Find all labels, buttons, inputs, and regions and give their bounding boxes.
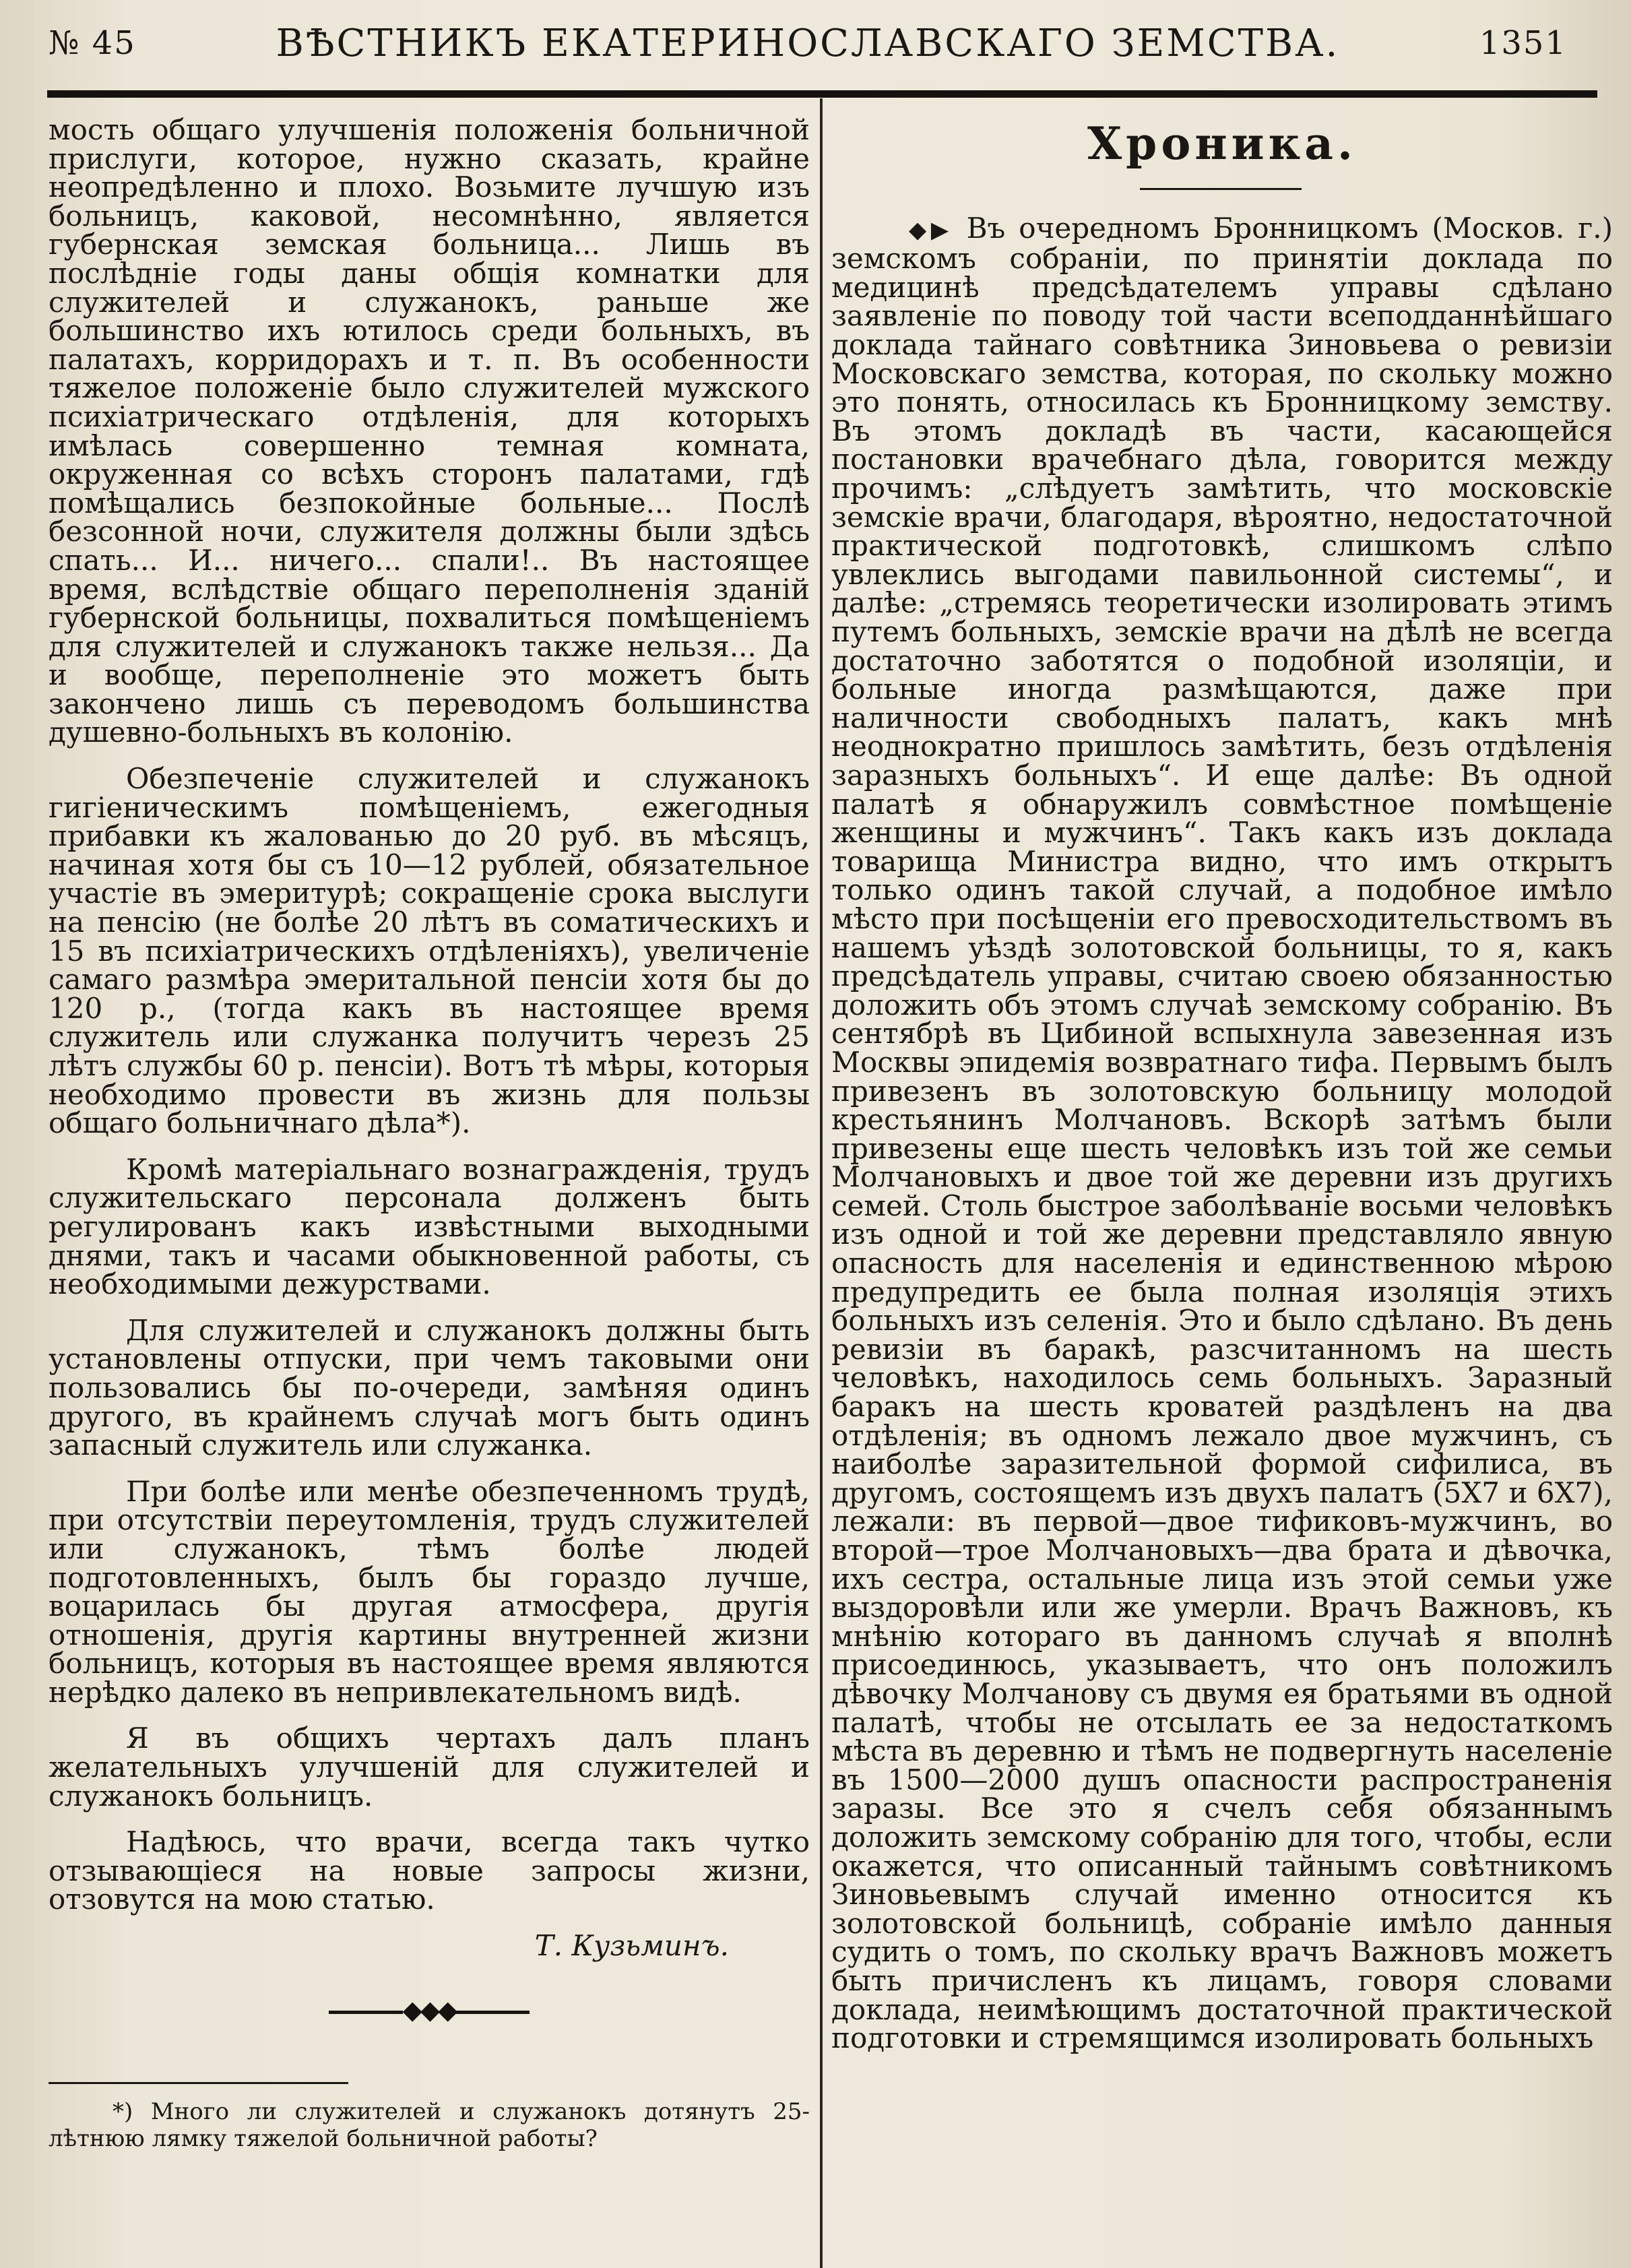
newspaper-title: ВѢСТНИКЪ ЕКАТЕРИНОСЛАВСКАГО ЗЕМСТВА. bbox=[276, 21, 1340, 65]
article-paragraph: Для служителей и служанокъ должны быть установлены отпуски, при чемъ таковыми они пользовались бы по-очереди, замѣняя одинъ другого, въ крайнемъ случаѣ могъ быть одинъ запасный служитель или служанка. bbox=[49, 1313, 810, 1462]
fleuron-icon: ◆◆◆ bbox=[402, 1994, 456, 2025]
title-underline bbox=[1140, 188, 1302, 190]
issue-number: № 45 bbox=[49, 24, 136, 62]
article-paragraph: Кромѣ матеріальнаго вознагражденія, трудъ служительскаго персонала долженъ быть регулированъ какъ извѣстными выходными днями, такъ и часами обыкновенной работы, съ необходимыми дежурствами. bbox=[49, 1152, 810, 1301]
header-rule bbox=[47, 90, 1597, 98]
section-ornament bbox=[49, 1996, 810, 2025]
ornament-bar bbox=[455, 2011, 530, 2014]
article-paragraph: Надѣюсь, что врачи, всегда такъ чутко отзывающіеся на новые запросы жизни, отзовутся на мою статью. bbox=[49, 1825, 810, 1916]
ornament-bar bbox=[329, 2011, 403, 2014]
article-paragraph: мость общаго улучшенія положенія больничной прислуги, которое, нужно сказать, крайне неопредѣленно и плохо. Возьмите лучшую изъ больницъ, каковой, несомнѣнно, является губернская земская больница... Лишь въ послѣдніе годы даны общія комнатки для служителей и служанокъ, раньше же большинство ихъ ютилось среди больныхъ, въ палатахъ, корридорахъ и т. п. Въ особенности тяжелое положеніе было служителей мужского психіатрическаго отдѣленія, для которыхъ имѣлась совершенно темная комната, окруженная со всѣхъ сторонъ палатами, гдѣ помѣщались безпокойные больные... Послѣ безсонной ночи, служителя должны были здѣсь спать... И... ничего... спали!.. Въ настоящее время, вслѣдствіе общаго переполненія зданій губернской больницы, похвалиться помѣщеніемъ для служителей и служанокъ также нельзя... Да и вообще, переполненіе это можетъ быть закончено лишь съ переводомъ большинства душевно-больныхъ въ колонію. bbox=[49, 113, 810, 749]
page-number: 1351 bbox=[1479, 24, 1567, 62]
footnote-rule bbox=[49, 2082, 348, 2084]
article-paragraph: Я въ общихъ чертахъ далъ планъ желательныхъ улучшеній для служителей и служанокъ больницъ. bbox=[49, 1722, 810, 1813]
chronicle-text: Въ очередномъ Бронницкомъ (Москов. г.) земскомъ собраніи, по принятіи доклада по медицинѣ предсѣдателемъ управы сдѣлано заявленіе по поводу той части всеподданнѣйшаго доклада тайнаго совѣтника Зиновьева о ревизіи Московскаго земства, которая, по скольку можно это понять, относилась къ Бронницкому земству. Въ этомъ докладѣ въ части, касающейся постановки врачебнаго дѣла, говорится между прочимъ: „слѣдуетъ замѣтить, что московскіе земскіе врачи, благодаря, вѣроятно, недостаточной практической подготовкѣ, слишкомъ слѣпо увлеклись выгодами павильонной системы“, и далѣе: „стремясь теоретически изолировать этимъ путемъ больныхъ, земскіе врачи на дѣлѣ не всегда достаточно заботятся о подобной изоляціи, и больные иногда размѣщаются, даже при наличности свободныхъ палатъ, какъ мнѣ неоднократно пришлось замѣтить, безъ отдѣленія заразныхъ больныхъ“. И еще далѣе: Въ одной палатѣ я обнаружилъ совмѣстное помѣщеніе женщины и мужчинъ“. Такъ какъ изъ доклада товарища Министра видно, что имъ открытъ только одинъ такой случай, а подобное имѣло мѣсто при посѣщеніи его превосходительствомъ въ нашемъ уѣздѣ золотовской больницы, то я, какъ предсѣдатель управы, считаю своею обязанностью доложить объ этомъ случаѣ земскому собранію. Въ сентябрѣ въ Цибиной вспыхнула завезенная изъ Москвы эпидемія возвратнаго тифа. Первымъ былъ привезенъ въ золотовскую больницу молодой крестьянинъ Молчановъ. Вскорѣ затѣмъ были привезены еще шесть человѣкъ изъ той же семьи Молчановыхъ и двое той же деревни изъ другихъ семей. Столь быстрое заболѣваніе восьми человѣкъ изъ одной и той же деревни представляло явную опасность для населенія и единственною мѣрою предупредить ее была полная изоляція этихъ больныхъ изъ селенія. Это и было сдѣлано. Въ день ревизіи въ баракѣ, разсчитанномъ на шесть человѣкъ, находилось семь больныхъ. Заразный баракъ на шесть кроватей раздѣленъ на два отдѣленія; въ одномъ лежало двое мужчинъ, съ наиболѣе заразительной формой сифилиса, въ другомъ, состоящемъ изъ двухъ палатъ (5Х7 и 6Х7), лежали: въ первой—двое тификовъ-мужчинъ, во второй—трое Молчановыхъ—два брата и дѣвочка, ихъ сестра, остальные лица изъ этой семьи уже выздоровѣли или же умерли. Врачъ Важновъ, къ мнѣнію котораго въ данномъ случаѣ я вполнѣ присоединюсь, указываетъ, что онъ положилъ дѣвочку Молчанову съ двумя ея братьями въ одной палатѣ, чтобы не отсылать ее за недостаткомъ мѣста въ деревню и тѣмъ не подвергнуть населеніе въ 1500—2000 душъ опасности распространенія заразы. Все это я счелъ себя обязаннымъ доложить земскому собранію для того, чтобы, если окажется, что описанный тайнымъ совѣтникомъ Зиновьевымъ случай именно относится къ золотовской больницѣ, собраніе имѣло данныя судить о томъ, по скольку врачъ Важновъ можетъ быть причисленъ къ лицамъ, говоря словами доклада, неимѣющимъ достаточной практической подготовки и стремящимся изолировать больныхъ bbox=[831, 212, 1613, 2055]
article-paragraph: Обезпеченіе служителей и служанокъ гигіеническимъ помѣщеніемъ, ежегодныя прибавки къ жалованью до 20 руб. въ мѣсяцъ, начиная хотя бы съ 10—12 рублей, обязательное участіе въ эмеритурѣ; сокращеніе срока выслуги на пенсію (не болѣе 20 лѣтъ въ соматическихъ и 15 въ психіатрическихъ отдѣленіяхъ), увеличеніе самаго размѣра эмеритальной пенсіи хотя бы до 120 р., (тогда какъ въ настоящее время служитель или служанка получитъ черезъ 25 лѣтъ службы 60 р. пенсіи). Вотъ тѣ мѣры, которыя необходимо провести въ жизнь для пользы общаго больничнаго дѣла*). bbox=[49, 762, 810, 1140]
section-title: Хроника. bbox=[1087, 117, 1357, 170]
article-paragraph: При болѣе или менѣе обезпеченномъ трудѣ, при отсутствіи переутомленія, трудъ служителей или служанокъ, тѣмъ болѣе людей подготовленныхъ, былъ бы гораздо лучше, воцарилась бы другая атмосфера, другія отношенія, другія картины внутренней жизни больницъ, которыя въ настоящее время являются нерѣдко далеко въ непривлекательномъ видѣ. bbox=[49, 1474, 810, 1709]
chronicle-paragraph bbox=[831, 214, 1613, 2053]
right-column bbox=[831, 214, 1613, 2053]
page-header bbox=[49, 9, 1567, 77]
left-column bbox=[49, 113, 810, 2025]
column-divider bbox=[820, 98, 823, 2268]
footnote: *) Много ли служителей и служанокъ дотянутъ 25-лѣтнюю лямку тяжелой больничной работы? bbox=[49, 2098, 810, 2152]
pointer-ornament-icon: ◆▶ bbox=[909, 216, 953, 244]
author-signature: Т. Кузьминъ. bbox=[534, 1929, 729, 1963]
